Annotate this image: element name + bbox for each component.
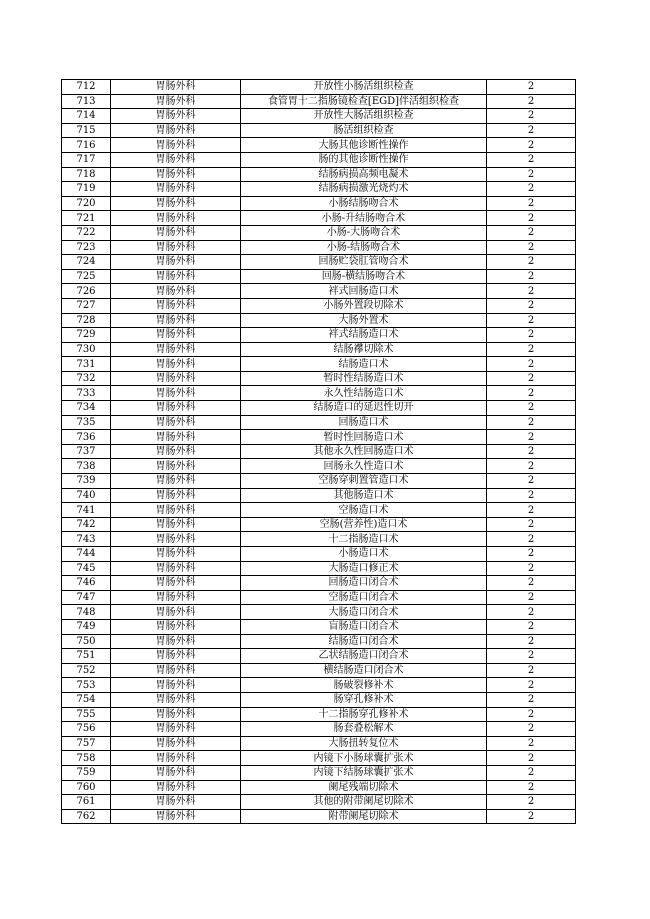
row-number-cell: 745 — [62, 561, 111, 576]
level-cell: 2 — [487, 459, 576, 474]
level-cell: 2 — [487, 649, 576, 664]
department-cell: 胃肠外科 — [111, 547, 241, 562]
level-cell: 2 — [487, 342, 576, 357]
level-cell: 2 — [487, 240, 576, 255]
table-row — [62, 517, 576, 532]
procedure-name-cell: 小肠外置段切除术 — [241, 298, 487, 313]
level-cell: 2 — [487, 503, 576, 518]
table-row — [62, 109, 576, 124]
level-cell: 2 — [487, 386, 576, 401]
department-cell: 胃肠外科 — [111, 211, 241, 226]
table-row — [62, 561, 576, 576]
department-cell: 胃肠外科 — [111, 605, 241, 620]
level-cell: 2 — [487, 415, 576, 430]
department-cell: 胃肠外科 — [111, 80, 241, 95]
level-cell: 2 — [487, 371, 576, 386]
procedure-name-cell: 小肠-升结肠吻合术 — [241, 211, 487, 226]
procedure-name-cell: 小肠造口术 — [241, 547, 487, 562]
level-cell: 2 — [487, 692, 576, 707]
level-cell: 2 — [487, 722, 576, 737]
level-cell: 2 — [487, 123, 576, 138]
department-cell: 胃肠外科 — [111, 663, 241, 678]
procedure-name-cell: 回肠贮袋肛管吻合术 — [241, 255, 487, 270]
row-number-cell: 749 — [62, 619, 111, 634]
level-cell: 2 — [487, 109, 576, 124]
procedure-name-cell: 空肠造口闭合术 — [241, 590, 487, 605]
level-cell: 2 — [487, 167, 576, 182]
level-cell: 2 — [487, 634, 576, 649]
department-cell: 胃肠外科 — [111, 167, 241, 182]
procedure-name-cell: 小肠-结肠吻合术 — [241, 240, 487, 255]
row-number-cell: 752 — [62, 663, 111, 678]
level-cell: 2 — [487, 678, 576, 693]
level-cell: 2 — [487, 707, 576, 722]
department-cell: 胃肠外科 — [111, 780, 241, 795]
procedure-name-cell: 大肠造口闭合术 — [241, 605, 487, 620]
procedure-name-cell: 空肠造口术 — [241, 503, 487, 518]
procedure-name-cell: 大肠其他诊断性操作 — [241, 138, 487, 153]
table-row — [62, 809, 576, 824]
procedure-name-cell: 结肠病损激光烧灼术 — [241, 182, 487, 197]
row-number-cell: 738 — [62, 459, 111, 474]
row-number-cell: 748 — [62, 605, 111, 620]
table-row — [62, 459, 576, 474]
department-cell: 胃肠外科 — [111, 430, 241, 445]
level-cell: 2 — [487, 138, 576, 153]
row-number-cell: 744 — [62, 547, 111, 562]
level-cell: 2 — [487, 444, 576, 459]
level-cell: 2 — [487, 576, 576, 591]
procedure-name-cell: 回肠造口术 — [241, 415, 487, 430]
row-number-cell: 732 — [62, 371, 111, 386]
level-cell: 2 — [487, 590, 576, 605]
table-row — [62, 722, 576, 737]
level-cell: 2 — [487, 809, 576, 824]
procedure-name-cell: 永久性结肠造口术 — [241, 386, 487, 401]
procedure-name-cell: 其他永久性回肠造口术 — [241, 444, 487, 459]
table-row — [62, 415, 576, 430]
department-cell: 胃肠外科 — [111, 284, 241, 299]
row-number-cell: 761 — [62, 795, 111, 810]
level-cell: 2 — [487, 328, 576, 343]
row-number-cell: 723 — [62, 240, 111, 255]
department-cell: 胃肠外科 — [111, 182, 241, 197]
row-number-cell: 721 — [62, 211, 111, 226]
department-cell: 胃肠外科 — [111, 692, 241, 707]
department-cell: 胃肠外科 — [111, 503, 241, 518]
level-cell: 2 — [487, 605, 576, 620]
level-cell: 2 — [487, 255, 576, 270]
table-row — [62, 430, 576, 445]
table-row — [62, 401, 576, 416]
table-row — [62, 663, 576, 678]
table-row — [62, 284, 576, 299]
procedure-name-cell: 袢式回肠造口术 — [241, 284, 487, 299]
level-cell: 2 — [487, 284, 576, 299]
row-number-cell: 716 — [62, 138, 111, 153]
table-row — [62, 678, 576, 693]
department-cell: 胃肠外科 — [111, 634, 241, 649]
procedure-name-cell: 肠的其他诊断性操作 — [241, 152, 487, 167]
procedure-name-cell: 空肠(营养性)造口术 — [241, 517, 487, 532]
level-cell: 2 — [487, 765, 576, 780]
level-cell: 2 — [487, 298, 576, 313]
procedure-name-cell: 肠套叠松解术 — [241, 722, 487, 737]
row-number-cell: 719 — [62, 182, 111, 197]
table-row — [62, 255, 576, 270]
department-cell: 胃肠外科 — [111, 138, 241, 153]
procedure-name-cell: 大肠造口修正术 — [241, 561, 487, 576]
department-cell: 胃肠外科 — [111, 386, 241, 401]
procedure-name-cell: 结肠病损高频电凝术 — [241, 167, 487, 182]
procedure-name-cell: 大肠外置术 — [241, 313, 487, 328]
department-cell: 胃肠外科 — [111, 707, 241, 722]
table-row — [62, 751, 576, 766]
row-number-cell: 735 — [62, 415, 111, 430]
table-row — [62, 649, 576, 664]
procedure-name-cell: 结肠襻切除术 — [241, 342, 487, 357]
procedure-name-cell: 回肠-横结肠吻合术 — [241, 269, 487, 284]
procedure-name-cell: 结肠造口的延迟性切开 — [241, 401, 487, 416]
row-number-cell: 718 — [62, 167, 111, 182]
procedure-name-cell: 空肠穿刺置管造口术 — [241, 474, 487, 489]
table-row — [62, 532, 576, 547]
department-cell: 胃肠外科 — [111, 722, 241, 737]
level-cell: 2 — [487, 196, 576, 211]
row-number-cell: 731 — [62, 357, 111, 372]
procedure-name-cell: 小肠-大肠吻合术 — [241, 225, 487, 240]
procedure-name-cell: 结肠造口闭合术 — [241, 634, 487, 649]
row-number-cell: 734 — [62, 401, 111, 416]
row-number-cell: 758 — [62, 751, 111, 766]
row-number-cell: 750 — [62, 634, 111, 649]
department-cell: 胃肠外科 — [111, 678, 241, 693]
table-row — [62, 196, 576, 211]
table-row — [62, 167, 576, 182]
procedure-name-cell: 食管胃十二指肠镜检查[EGD]伴活组织检查 — [241, 94, 487, 109]
table-row — [62, 547, 576, 562]
procedure-name-cell: 开放性小肠活组织检查 — [241, 80, 487, 95]
procedure-name-cell: 内镜下结肠球囊扩张术 — [241, 765, 487, 780]
department-cell: 胃肠外科 — [111, 196, 241, 211]
level-cell: 2 — [487, 663, 576, 678]
procedure-name-cell: 横结肠造口闭合术 — [241, 663, 487, 678]
level-cell: 2 — [487, 532, 576, 547]
department-cell: 胃肠外科 — [111, 313, 241, 328]
department-cell: 胃肠外科 — [111, 109, 241, 124]
table-row — [62, 780, 576, 795]
procedure-name-cell: 肠活组织检查 — [241, 123, 487, 138]
table-row — [62, 488, 576, 503]
level-cell: 2 — [487, 517, 576, 532]
table-row — [62, 765, 576, 780]
department-cell: 胃肠外科 — [111, 225, 241, 240]
level-cell: 2 — [487, 401, 576, 416]
row-number-cell: 742 — [62, 517, 111, 532]
row-number-cell: 733 — [62, 386, 111, 401]
row-number-cell: 753 — [62, 678, 111, 693]
row-number-cell: 714 — [62, 109, 111, 124]
row-number-cell: 729 — [62, 328, 111, 343]
procedure-name-cell: 袢式结肠造口术 — [241, 328, 487, 343]
row-number-cell: 736 — [62, 430, 111, 445]
table-row — [62, 182, 576, 197]
level-cell: 2 — [487, 547, 576, 562]
department-cell: 胃肠外科 — [111, 590, 241, 605]
level-cell: 2 — [487, 430, 576, 445]
row-number-cell: 759 — [62, 765, 111, 780]
row-number-cell: 739 — [62, 474, 111, 489]
level-cell: 2 — [487, 795, 576, 810]
department-cell: 胃肠外科 — [111, 342, 241, 357]
procedure-name-cell: 回肠造口闭合术 — [241, 576, 487, 591]
table-row — [62, 211, 576, 226]
procedure-name-cell: 盲肠造口闭合术 — [241, 619, 487, 634]
row-number-cell: 743 — [62, 532, 111, 547]
department-cell: 胃肠外科 — [111, 123, 241, 138]
table-body — [62, 80, 576, 824]
department-cell: 胃肠外科 — [111, 576, 241, 591]
procedure-name-cell: 阑尾残端切除术 — [241, 780, 487, 795]
procedure-name-cell: 小肠结肠吻合术 — [241, 196, 487, 211]
department-cell: 胃肠外科 — [111, 401, 241, 416]
row-number-cell: 728 — [62, 313, 111, 328]
row-number-cell: 725 — [62, 269, 111, 284]
department-cell: 胃肠外科 — [111, 532, 241, 547]
department-cell: 胃肠外科 — [111, 415, 241, 430]
row-number-cell: 756 — [62, 722, 111, 737]
table-row — [62, 795, 576, 810]
procedure-name-cell: 结肠造口术 — [241, 357, 487, 372]
row-number-cell: 724 — [62, 255, 111, 270]
table-row — [62, 576, 576, 591]
department-cell: 胃肠外科 — [111, 488, 241, 503]
procedure-name-cell: 其他肠造口术 — [241, 488, 487, 503]
level-cell: 2 — [487, 313, 576, 328]
level-cell: 2 — [487, 94, 576, 109]
level-cell: 2 — [487, 488, 576, 503]
department-cell: 胃肠外科 — [111, 94, 241, 109]
row-number-cell: 741 — [62, 503, 111, 518]
procedure-name-cell: 十二指肠穿孔修补术 — [241, 707, 487, 722]
table-row — [62, 371, 576, 386]
department-cell: 胃肠外科 — [111, 474, 241, 489]
table-row — [62, 692, 576, 707]
table-row — [62, 736, 576, 751]
data-table — [61, 79, 576, 824]
procedure-name-cell: 暂时性回肠造口术 — [241, 430, 487, 445]
row-number-cell: 727 — [62, 298, 111, 313]
table-row — [62, 313, 576, 328]
row-number-cell: 712 — [62, 80, 111, 95]
procedure-name-cell: 大肠扭转复位术 — [241, 736, 487, 751]
department-cell: 胃肠外科 — [111, 795, 241, 810]
table-row — [62, 386, 576, 401]
row-number-cell: 720 — [62, 196, 111, 211]
table-row — [62, 605, 576, 620]
table-row — [62, 357, 576, 372]
department-cell: 胃肠外科 — [111, 152, 241, 167]
row-number-cell: 722 — [62, 225, 111, 240]
department-cell: 胃肠外科 — [111, 751, 241, 766]
row-number-cell: 740 — [62, 488, 111, 503]
table-row — [62, 225, 576, 240]
row-number-cell: 757 — [62, 736, 111, 751]
table-row — [62, 619, 576, 634]
level-cell: 2 — [487, 619, 576, 634]
row-number-cell: 747 — [62, 590, 111, 605]
row-number-cell: 717 — [62, 152, 111, 167]
department-cell: 胃肠外科 — [111, 517, 241, 532]
level-cell: 2 — [487, 751, 576, 766]
row-number-cell: 751 — [62, 649, 111, 664]
row-number-cell: 730 — [62, 342, 111, 357]
table-row — [62, 240, 576, 255]
procedure-name-cell: 肠破裂修补术 — [241, 678, 487, 693]
table-row — [62, 138, 576, 153]
row-number-cell: 755 — [62, 707, 111, 722]
level-cell: 2 — [487, 561, 576, 576]
department-cell: 胃肠外科 — [111, 619, 241, 634]
table-row — [62, 503, 576, 518]
level-cell: 2 — [487, 80, 576, 95]
row-number-cell: 754 — [62, 692, 111, 707]
procedure-name-cell: 开放性大肠活组织检查 — [241, 109, 487, 124]
row-number-cell: 760 — [62, 780, 111, 795]
table-row — [62, 94, 576, 109]
level-cell: 2 — [487, 211, 576, 226]
table-row — [62, 342, 576, 357]
department-cell: 胃肠外科 — [111, 298, 241, 313]
table-row — [62, 707, 576, 722]
row-number-cell: 762 — [62, 809, 111, 824]
procedure-name-cell: 内镜下小肠球囊扩张术 — [241, 751, 487, 766]
department-cell: 胃肠外科 — [111, 240, 241, 255]
department-cell: 胃肠外科 — [111, 649, 241, 664]
procedure-name-cell: 其他的附带阑尾切除术 — [241, 795, 487, 810]
procedure-name-cell: 肠穿孔修补术 — [241, 692, 487, 707]
department-cell: 胃肠外科 — [111, 459, 241, 474]
department-cell: 胃肠外科 — [111, 371, 241, 386]
table-row — [62, 80, 576, 95]
level-cell: 2 — [487, 152, 576, 167]
row-number-cell: 726 — [62, 284, 111, 299]
department-cell: 胃肠外科 — [111, 736, 241, 751]
department-cell: 胃肠外科 — [111, 328, 241, 343]
table-row — [62, 298, 576, 313]
table-row — [62, 590, 576, 605]
row-number-cell: 713 — [62, 94, 111, 109]
row-number-cell: 746 — [62, 576, 111, 591]
department-cell: 胃肠外科 — [111, 444, 241, 459]
table-row — [62, 269, 576, 284]
procedure-name-cell: 乙状结肠造口闭合术 — [241, 649, 487, 664]
level-cell: 2 — [487, 474, 576, 489]
table-row — [62, 444, 576, 459]
procedure-name-cell: 暂时性结肠造口术 — [241, 371, 487, 386]
level-cell: 2 — [487, 182, 576, 197]
department-cell: 胃肠外科 — [111, 255, 241, 270]
table-row — [62, 634, 576, 649]
row-number-cell: 715 — [62, 123, 111, 138]
procedure-name-cell: 十二指肠造口术 — [241, 532, 487, 547]
department-cell: 胃肠外科 — [111, 269, 241, 284]
department-cell: 胃肠外科 — [111, 357, 241, 372]
table-row — [62, 328, 576, 343]
table-row — [62, 152, 576, 167]
department-cell: 胃肠外科 — [111, 765, 241, 780]
level-cell: 2 — [487, 780, 576, 795]
procedure-name-cell: 回肠永久性造口术 — [241, 459, 487, 474]
level-cell: 2 — [487, 357, 576, 372]
procedure-name-cell: 附带阑尾切除术 — [241, 809, 487, 824]
row-number-cell: 737 — [62, 444, 111, 459]
level-cell: 2 — [487, 269, 576, 284]
department-cell: 胃肠外科 — [111, 561, 241, 576]
table-row — [62, 474, 576, 489]
table-row — [62, 123, 576, 138]
level-cell: 2 — [487, 225, 576, 240]
level-cell: 2 — [487, 736, 576, 751]
department-cell: 胃肠外科 — [111, 809, 241, 824]
